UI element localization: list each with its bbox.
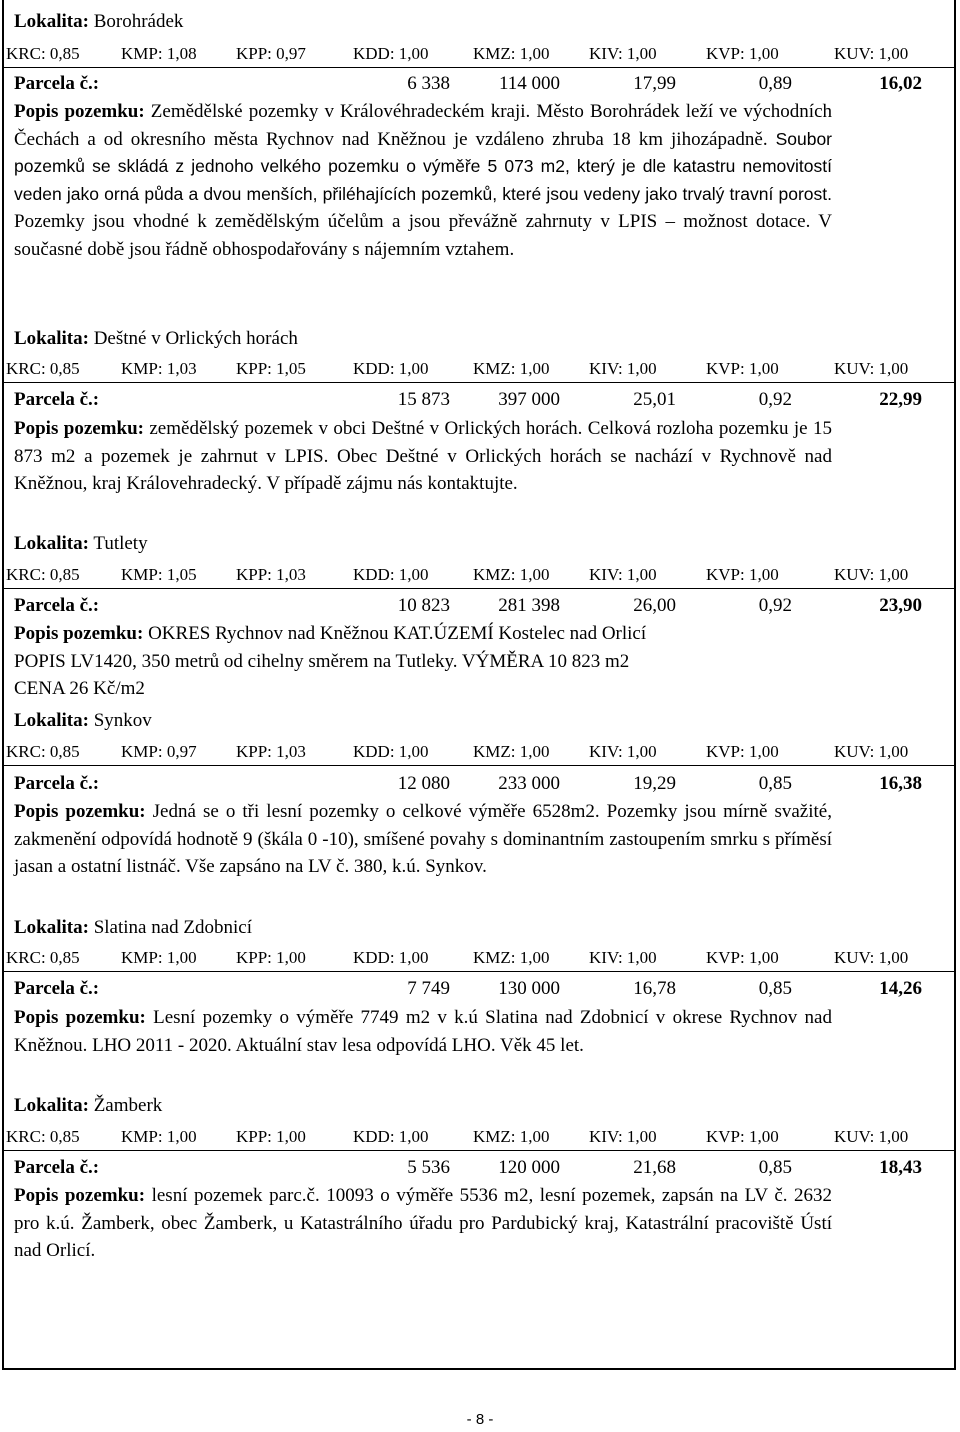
parcel-row: Parcela č.: 6 338 114 000 17,99 0,89 16,02 xyxy=(14,73,922,94)
locality-heading: Lokalita: Synkov xyxy=(14,710,152,731)
parcel-description: Popis pozemku: Zemědělské pozemky v Královéhradeckém kraji. Město Borohrádek leží ve východních Čechách a od okresního města Rychnov nad Kněžnou je vzdáleno zhruba 18 km jihozápadně. Soubor pozemků se skládá z jednoho velkého pozemku o výměře 5 073 m2, který je dle katastru nemovitostí veden jako orná půda a dvou menších, přiléhajících pozemků, které jsou vedeny jako trvalý travní porost. Pozemky jsou vhodné k zemědělským účelům a jsou převážně zahrnuty v LPIS – možnost dotace. V současné době jsou řádně obhospodařovány s nájemním vztahem. xyxy=(14,101,833,260)
parcel-row: Parcela č.: 12 080 233 000 19,29 0,85 16,38 xyxy=(14,773,922,794)
parcel-row: Parcela č.: 15 873 397 000 25,01 0,92 22,99 xyxy=(14,389,922,410)
parcel-description: Popis pozemku: zemědělský pozemek v obci Deštné v Orlických horách. Celková rozloha pozemku je 15 873 m2 a pozemek je zahrnut v LPIS. Obec Deštné v Orlických horách se nachází v Rychnově nad Kněžnou, kraj Královehradecký. V případě zájmu nás kontaktujte. xyxy=(14,418,832,494)
parcel-row: Parcela č.: 7 749 130 000 16,78 0,85 14,26 xyxy=(14,978,922,999)
divider xyxy=(4,1150,954,1151)
parcel-description: Popis pozemku: lesní pozemek parc.č. 10093 o výměře 5536 m2, lesní pozemek, zapsán na LV č. 2632 pro k.ú. Žamberk, obec Žamberk, u Katastrálního úřadu pro Pardubický kraj, Katastrální pracoviště Ústí nad Orlicí. xyxy=(14,1185,833,1261)
locality-heading: Lokalita: Žamberk xyxy=(14,1095,163,1116)
coefficient-row: KRC: 0,85 KMP: 1,05 KPP: 1,03 KDD: 1,00 KMZ: 1,00 KIV: 1,00 KVP: 1,00 KUV: 1,00 xyxy=(6,565,909,584)
locality-heading: Lokalita: Deštné v Orlických horách xyxy=(14,328,298,349)
divider xyxy=(4,765,954,766)
parcel-description: Popis pozemku: Lesní pozemky o výměře 7749 m2 v k.ú Slatina nad Zdobnicí v okrese Rychnov nad Kněžnou. LHO 2011 - 2020. Aktuální stav lesa odpovídá LHO. Věk 45 let. xyxy=(14,1007,832,1056)
parcel-description: Popis pozemku: OKRES Rychnov nad Kněžnou KAT.ÚZEMÍ Kostelec nad Orlicí POPIS LV1420, 350 metrů od cihelny směrem na Tutleky. VÝMĚRA 10 823 m2 CENA 26 Kč/m2 xyxy=(14,623,647,699)
parcel-row: Parcela č.: 5 536 120 000 21,68 0,85 18,43 xyxy=(14,1157,922,1178)
divider xyxy=(4,971,954,972)
coefficient-row: KRC: 0,85 KMP: 1,00 KPP: 1,00 KDD: 1,00 KMZ: 1,00 KIV: 1,00 KVP: 1,00 KUV: 1,00 xyxy=(6,948,909,967)
divider xyxy=(4,588,954,589)
divider xyxy=(4,67,954,68)
locality-heading: Lokalita: Slatina nad Zdobnicí xyxy=(14,917,253,938)
coefficient-row: KRC: 0,85 KMP: 0,97 KPP: 1,03 KDD: 1,00 KMZ: 1,00 KIV: 1,00 KVP: 1,00 KUV: 1,00 xyxy=(6,742,909,761)
coefficient-row: KRC: 0,85 KMP: 1,08 KPP: 0,97 KDD: 1,00 KMZ: 1,00 KIV: 1,00 KVP: 1,00 KUV: 1,00 xyxy=(6,44,909,63)
parcel-description: Popis pozemku: Jedná se o tři lesní pozemky o celkové výměře 6528m2. Pozemky jsou mírně svažité, zakmenění odpovídá hodnotě 9 (škála 0 -10), smíšené povahy s dominantním zastoupením smrku s příměsí jasan a ostatní listnáč. Vše zapsáno na LV č. 380, k.ú. Synkov. xyxy=(14,801,832,877)
page-number: - 8 - xyxy=(466,1411,494,1428)
parcel-row: Parcela č.: 10 823 281 398 26,00 0,92 23,90 xyxy=(14,595,922,616)
locality-heading: Lokalita: Borohrádek xyxy=(14,11,184,32)
coefficient-row: KRC: 0,85 KMP: 1,03 KPP: 1,05 KDD: 1,00 KMZ: 1,00 KIV: 1,00 KVP: 1,00 KUV: 1,00 xyxy=(6,359,909,378)
coefficient-row: KRC: 0,85 KMP: 1,00 KPP: 1,00 KDD: 1,00 KMZ: 1,00 KIV: 1,00 KVP: 1,00 KUV: 1,00 xyxy=(6,1127,909,1146)
locality-heading: Lokalita: Tutlety xyxy=(14,533,148,554)
divider xyxy=(4,382,954,383)
